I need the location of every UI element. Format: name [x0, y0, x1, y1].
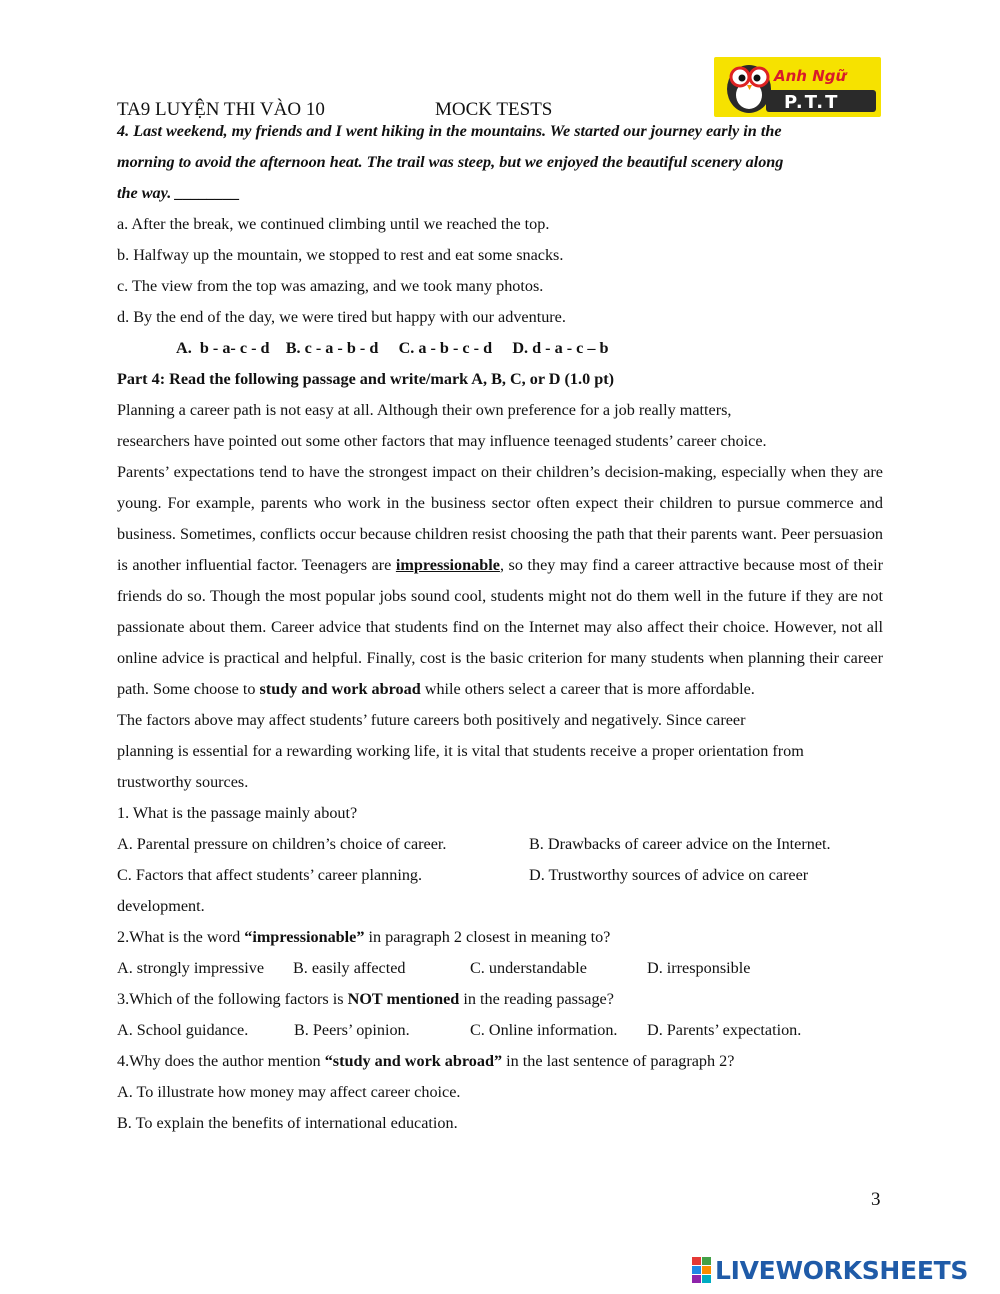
passage-p2-text-3: while others select a career that is more affordable. — [420, 680, 755, 698]
q4-prompt-line2: morning to avoid the afternoon heat. The trail was steep, but we enjoyed the beautiful scenery along — [117, 153, 784, 171]
q2-text-bold: “impressionable” — [244, 928, 365, 946]
q3-text-pre: 3.Which of the following factors is — [117, 990, 348, 1008]
passage-p3-line1: The factors above may affect students’ future careers both positively and negatively. Since career — [117, 711, 746, 729]
q2-option-c[interactable]: C. understandable — [470, 959, 587, 977]
question-1: 1. What is the passage mainly about? — [117, 804, 358, 822]
q2-text-post: in paragraph 2 closest in meaning to? — [364, 928, 611, 946]
q4-text-bold: “study and work abroad” — [324, 1052, 503, 1070]
q4-sentence-d: d. By the end of the day, we were tired but happy with our adventure. — [117, 308, 566, 326]
passage-p1-line2: researchers have pointed out some other factors that may influence teenaged students’ career choice. — [117, 432, 767, 450]
q1-option-a[interactable]: A. Parental pressure on children’s choice of career. — [117, 835, 447, 853]
q2-options — [117, 953, 883, 984]
passage-paragraph-2 — [117, 457, 883, 705]
highlighted-word: impressionable — [395, 556, 500, 574]
passage-p2-text-2: , so they may find a career attractive because most of their friends do so. Though the most popular jobs sound cool, students might not do them well in the future if they are not passionate about them. Career advice that students find on the Internet may also affect their choice. However, not all online advice is practical and helpful. Finally, cost is the basic criterion for many students when planning their career path. Some choose to — [117, 556, 883, 698]
q4-sentence-b: b. Halfway up the mountain, we stopped to rest and eat some snacks. — [117, 246, 564, 264]
q4-answer-options[interactable]: A. b - a- c - d B. c - a - b - d C. a - b - c - d D. d - a - c – b — [176, 339, 609, 357]
q1-option-d-continued: development. — [117, 897, 205, 915]
header-section-title: MOCK TESTS — [435, 99, 553, 120]
q3-option-d[interactable]: D. Parents’ expectation. — [647, 1021, 802, 1039]
q2-option-b[interactable]: B. easily affected — [293, 959, 406, 977]
question-2 — [117, 922, 883, 953]
question-3 — [117, 984, 883, 1015]
q1-option-b[interactable]: B. Drawbacks of career advice on the Internet. — [529, 835, 831, 853]
highlighted-phrase: study and work abroad — [259, 680, 421, 698]
liveworksheets-footer[interactable] — [692, 1255, 968, 1285]
q1-options-row2 — [117, 860, 883, 891]
q4-option-b[interactable]: B. To explain the benefits of international education. — [117, 1114, 458, 1132]
q3-options — [117, 1015, 883, 1046]
passage-p2-text-1: Parents’ expectations tend to have the strongest impact on their children’s decision-making, especially when they are young. For example, parents who work in the business sector often expect their children to pursue commerce and business. Sometimes, conflicts occur because children resist choosing the path that their parents want. Peer persuasion is another influential factor. Teenagers are — [117, 463, 884, 574]
owl-logo-icon — [714, 57, 881, 117]
q1-option-d[interactable]: D. Trustworthy sources of advice on career — [529, 866, 809, 884]
q3-text-bold: NOT mentioned — [347, 990, 460, 1008]
q4-prompt-line3: the way. ________ — [117, 184, 241, 202]
q1-option-c[interactable]: C. Factors that affect students’ career planning. — [117, 866, 423, 884]
passage-p3-line3: trustworthy sources. — [117, 773, 249, 791]
question-4 — [117, 1046, 883, 1077]
liveworksheets-logo-icon — [692, 1257, 712, 1283]
q2-text-pre: 2.What is the word — [117, 928, 245, 946]
q3-option-a[interactable]: A. School guidance. — [117, 1021, 249, 1039]
logo-text-line1: Anh Ngữ — [774, 67, 847, 85]
q4-sentence-c: c. The view from the top was amazing, and we took many photos. — [117, 277, 544, 295]
q4-option-a[interactable]: A. To illustrate how money may affect career choice. — [117, 1083, 461, 1101]
q4-text-post: in the last sentence of paragraph 2? — [502, 1052, 735, 1070]
q3-option-b[interactable]: B. Peers’ opinion. — [294, 1021, 410, 1039]
q4-text-pre: 4.Why does the author mention — [117, 1052, 325, 1070]
q1-options-row1 — [117, 829, 883, 860]
q4-prompt-line1: 4. Last weekend, my friends and I went hiking in the mountains. We started our journey early in the — [117, 122, 782, 140]
logo-text-line2: P.T.T — [784, 92, 840, 113]
liveworksheets-brand: LIVEWORKSHEETS — [715, 1255, 969, 1285]
q3-option-c[interactable]: C. Online information. — [470, 1021, 618, 1039]
passage-p3-line2: planning is essential for a rewarding working life, it is vital that students receive a proper orientation from — [117, 742, 804, 760]
worksheet-content — [117, 116, 883, 1139]
part4-heading: Part 4: Read the following passage and write/mark A, B, C, or D (1.0 pt) — [117, 370, 614, 388]
q3-text-post: in the reading passage? — [459, 990, 614, 1008]
page-number: 3 — [871, 1189, 881, 1210]
brand-logo — [714, 57, 881, 117]
q2-option-a[interactable]: A. strongly impressive — [117, 959, 265, 977]
passage-p1-line1: Planning a career path is not easy at all. Although their own preference for a job really matters, — [117, 401, 732, 419]
q2-option-d[interactable]: D. irresponsible — [647, 959, 751, 977]
q4-sentence-a: a. After the break, we continued climbing until we reached the top. — [117, 215, 550, 233]
header-course-title: TA9 LUYỆN THI VÀO 10 — [117, 99, 325, 120]
